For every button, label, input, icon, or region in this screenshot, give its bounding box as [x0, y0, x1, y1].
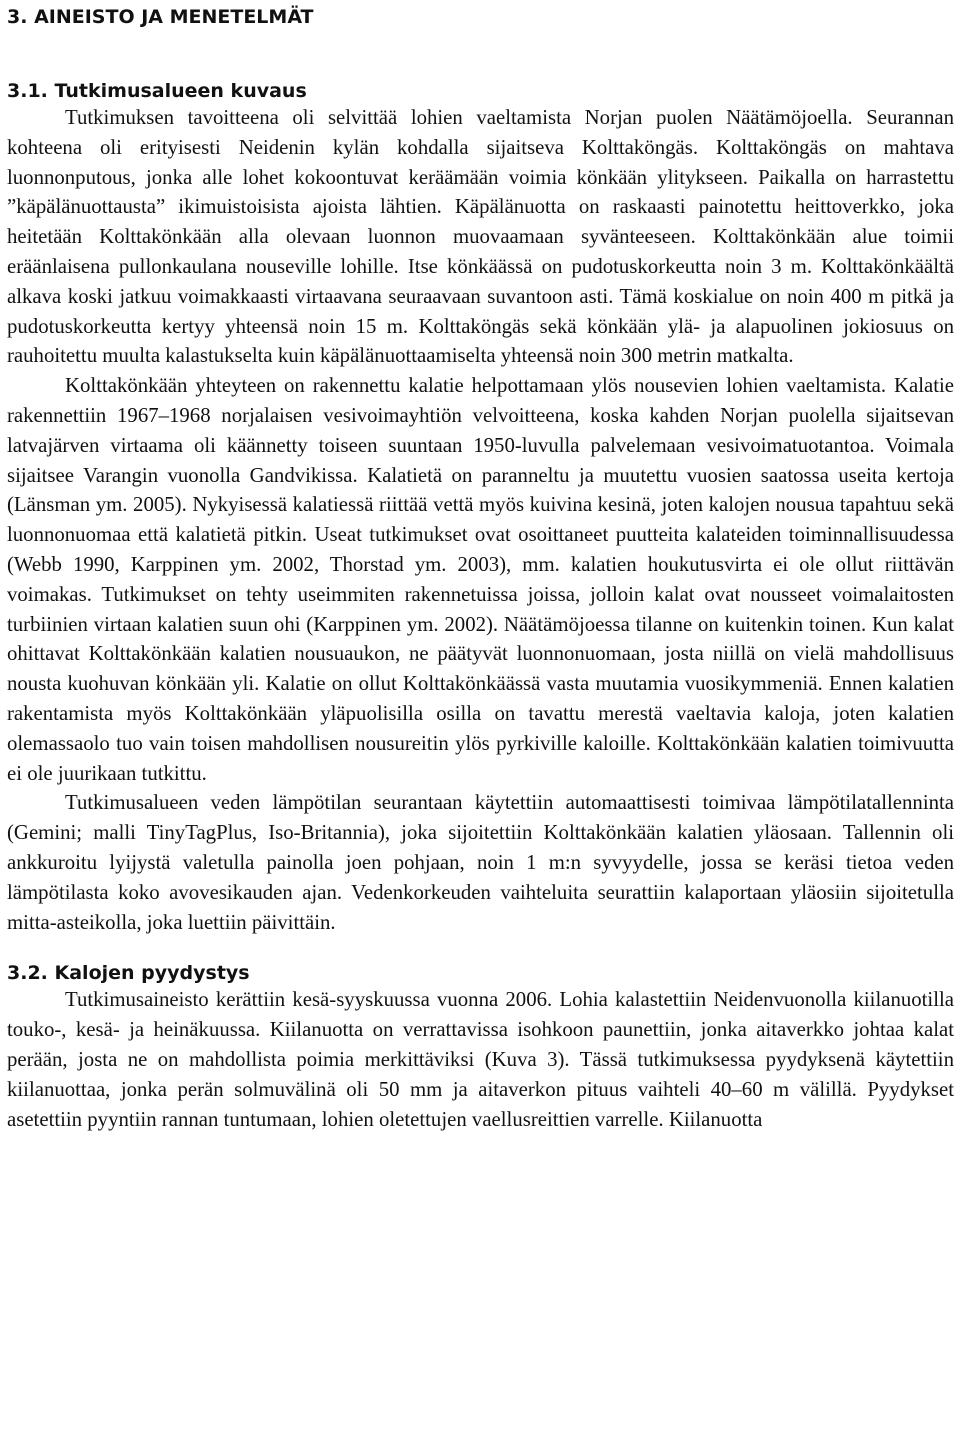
paragraph: Kolttakönkään yhteyteen on rakennettu kalatie helpottamaan ylös nousevien lohien vaeltamista. Kalatie rakennettiin 1967–1968 norjalaisen vesivoimayhtiön velvoitteena, koska kahden Norjan puolella sijaitsevan latvajärven virtaama oli käännetty toiseen suuntaan 1950-luvulla palvelemaan vesivoimatuotantoa. Voimala sijaitsee Varangin vuonolla Gandvikissa. Kalatietä on paranneltu ja muutettu vuosien saatossa useita kertoja (Länsman ym. 2005). Nykyisessä kalatiessä riittää vettä myös kuivina kesinä, joten kalojen nousua tapahtuu sekä luonnonuomaa että kalatietä pitkin. Useat tutkimukset ovat osoittaneet puutteita kalateiden toiminnallisuudessa (Webb 1990, Karppinen ym. 2002, Thorstad ym. 2003), mm. kalatien houkutusvirta ei ole ollut riittävän voimakas. Tutkimukset on tehty useimmiten rakennetuissa joissa, jolloin kalat ovat nousseet voimalaitosten turbiinien virtaan kalatien suun ohi (Karppinen ym. 2002). Näätämöjoessa tilanne on kuitenkin toinen. Kun kalat ohittavat Kolttakönkään kalatien nousuaukon, ne päätyvät luonnonuomaan, josta niillä on vielä mahdollisuus nousta kuohuvan könkään yli. Kalatie on ollut Kolttakönkäässä vasta muutamia vuosikymmeniä. Ennen kalatien rakentamista myös Kolttakönkään yläpuolisilla osilla on tavattu merestä vaeltavia kaloja, joten kalatien olemassaolo tuo vain toisen mahdollisen nousureitin ylös pyrkiville kaloille. Kolttakönkään kalatien toimivuutta ei ole juurikaan tutkittu. — [7, 374, 954, 785]
paragraph: Tutkimuksen tavoitteena oli selvittää lohien vaeltamista Norjan puolen Näätämöjoella. Seurannan kohteena oli erityisesti Neidenin kylän kohdalla sijaitseva Kolttaköngäs. Kolttaköngäs on mahtava luonnonputous, jonka alle lohet kokoontuvat keräämään voimia könkään ylitykseen. Paikalla on harrastettu ”käpälänuottausta” ikimuistoisista ajoista lähtien. Käpälänuotta on raskaasti painotettu heittoverkko, joka heitetään Kolttakönkään alla olevaan luonnon muovaamaan syvänteeseen. Kolttakönkään alue toimii eräänlaisena pullonkaulana nouseville lohille. Itse könkäässä on pudotuskorkeutta noin 3 m. Kolttakönkäältä alkava koski jatkuu voimakkaasti virtaavana seuraavaan suvantoon asti. Tämä koskialue on noin 400 m pitkä ja pudotuskorkeutta kertyy yhteensä noin 15 m. Kolttaköngäs sekä könkään ylä- ja alapuolinen jokiosuus on rauhoitettu muulta kalastukselta kuin käpälänuottaamiselta yhteensä noin 300 metrin matkalta. — [7, 106, 954, 368]
subsection-number: 3.2. — [7, 962, 48, 985]
subsection-title: Kalojen pyydystys — [54, 962, 250, 985]
subsection-title: Tutkimusalueen kuvaus — [54, 80, 307, 102]
paragraph: Tutkimusalueen veden lämpötilan seurantaan käytettiin automaattisesti toimivaa lämpötilatallenninta (Gemini; malli TinyTagPlus, Iso-Britannia), joka sijoitettiin Kolttakönkään kalatien yläosaan. Tallennin oli ankkuroitu lyijystä valetulla painolla joen pohjaan, noin 1 m:n syvyydelle, jossa se keräsi tietoa veden lämpötilasta koko avovesikauden ajan. Vedenkorkeuden vaihteluita seurattiin kalaportaan yläosiin sijoitetulla mitta-asteikolla, joka luettiin päivittäin. — [7, 791, 954, 934]
section-number: 3. — [7, 6, 28, 28]
subsection-heading-3-1 — [7, 79, 954, 103]
subsection-number: 3.1. — [7, 80, 48, 102]
subsection-heading-3-2 — [7, 961, 954, 985]
paragraph: Tutkimusaineisto kerättiin kesä-syyskuussa vuonna 2006. Lohia kalastettiin Neidenvuonolla kiilanuotilla touko-, kesä- ja heinäkuussa. Kiilanuotta on verrattavissa isohkoon paunettiin, jonka aitaverkko johtaa kalat perään, josta ne on mahdollista poimia merkittäviksi (Kuva 3). Tässä tutkimuksessa pyydyksenä käytettiin kiilanuottaa, jonka perän solmuvälinä oli 50 mm ja aitaverkon pituus vaihteli 40–60 m välillä. Pyydykset asetettiin pyyntiin rannan tuntumaan, lohien oletettujen vaellusreittien varrelle. Kiilanuotta — [7, 988, 954, 1131]
section-heading — [7, 5, 954, 29]
section-title: AINEISTO JA MENETELMÄT — [34, 6, 314, 28]
